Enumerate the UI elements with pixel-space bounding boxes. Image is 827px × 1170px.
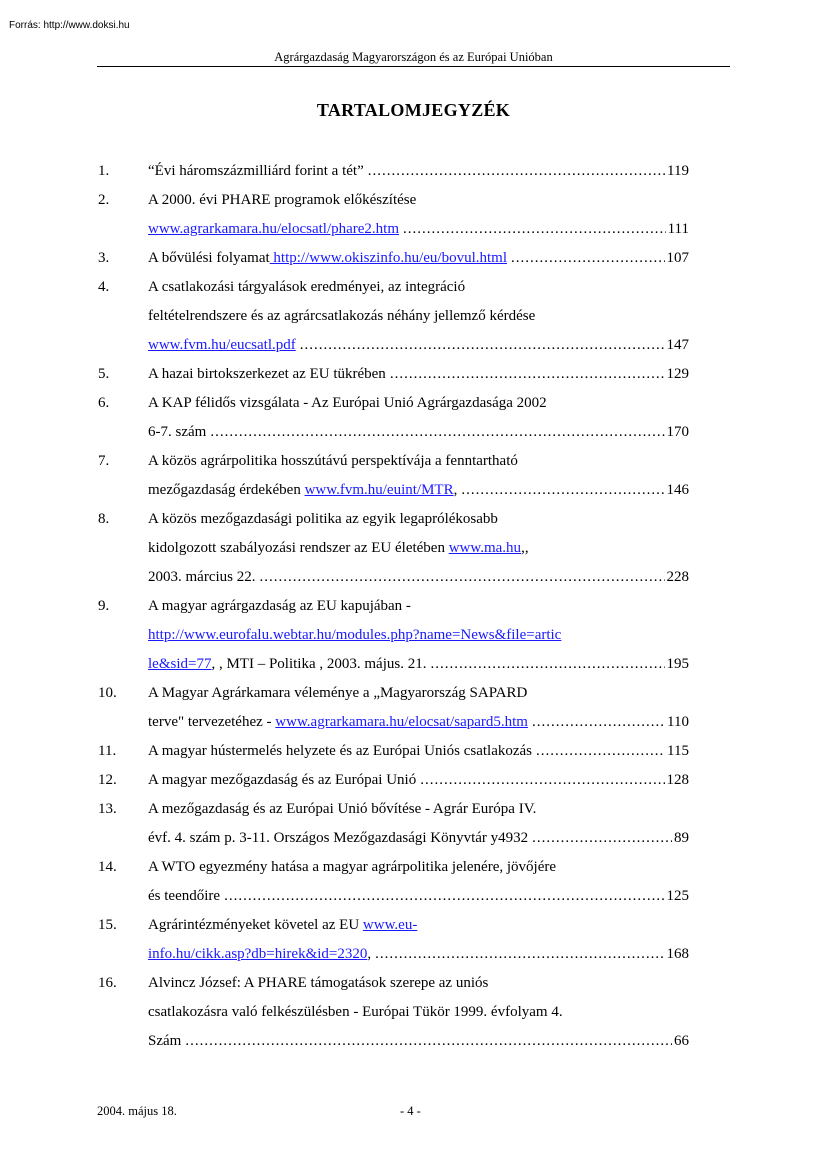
dot-leader <box>210 418 664 447</box>
toc-page-number: 147 <box>666 337 689 353</box>
dot-leader <box>259 563 664 592</box>
page-title: TARTALOMJEGYZÉK <box>316 100 511 120</box>
toc-text: Alvincz József: A PHARE támogatások szerepe az uniós <box>148 975 489 991</box>
toc-entry <box>0 360 827 389</box>
toc-entry-line <box>148 1027 689 1056</box>
toc-text: A 2000. évi PHARE programok előkészítése <box>148 192 417 208</box>
dot-leader <box>532 824 672 853</box>
toc-text: A mezőgazdaság és az Európai Unió bővítése - Agrár Európa IV. <box>148 801 537 817</box>
toc-text: A WTO egyezmény hatása a magyar agrárpolitika jelenére, jövőjére <box>148 859 557 875</box>
toc-entry-line <box>148 389 689 418</box>
toc-link[interactable]: www.fvm.hu/euint/MTR <box>304 482 454 498</box>
toc-entry-line <box>148 302 689 331</box>
toc-entry <box>0 766 827 795</box>
toc-entry-line <box>148 447 689 476</box>
toc-entry-number: 15. <box>98 917 117 933</box>
toc-link[interactable]: http://www.okiszinfo.hu/eu/bovul.html <box>269 250 508 266</box>
toc-entry-text <box>148 940 371 969</box>
toc-page-number: 111 <box>667 221 689 237</box>
toc-entry <box>0 911 827 969</box>
toc-entry-text <box>148 766 416 795</box>
toc-text: A Magyar Agrárkamara véleménye a „Magyarország SAPARD <box>148 685 528 701</box>
toc-link[interactable]: www.agrarkamara.hu/elocsat/sapard5.htm <box>275 714 528 730</box>
toc-entry-number: 4. <box>98 279 110 295</box>
toc-entry-text <box>148 737 532 766</box>
toc-text: ,, <box>521 540 529 556</box>
toc-entry <box>0 737 827 766</box>
toc-entry-number: 7. <box>98 453 110 469</box>
toc-entry-number: 16. <box>98 975 117 991</box>
toc-text: A bővülési folyamat <box>148 250 270 266</box>
toc-entry-number: 9. <box>98 598 110 614</box>
toc-entry <box>0 969 827 1056</box>
toc-entry-text <box>148 1027 181 1056</box>
toc-link[interactable]: info.hu/cikk.asp?db=hirek&id=2320 <box>148 946 368 962</box>
toc-page-number: 168 <box>666 946 689 962</box>
toc-entry-text <box>148 476 457 505</box>
toc-text: A magyar hústermelés helyzete és az Európai Uniós csatlakozás <box>148 743 533 759</box>
toc-link[interactable]: www.agrarkamara.hu/elocsatl/phare2.htm <box>148 221 400 237</box>
toc-entry <box>0 389 827 447</box>
dot-leader <box>368 157 665 186</box>
toc-entry-text <box>148 708 528 737</box>
toc-entry-line <box>148 998 689 1027</box>
toc-entry-text <box>148 331 296 360</box>
toc-text: évf. 4. szám p. 3-11. Országos Mezőgazdasági Könyvtár y4932 <box>148 830 529 846</box>
toc-entry-text <box>148 360 386 389</box>
toc-entry <box>0 592 827 679</box>
dot-leader <box>511 244 664 273</box>
toc-text: A KAP félidős vizsgálata - Az Európai Unió Agrárgazdasága 2002 <box>148 395 547 411</box>
dot-leader <box>461 476 664 505</box>
toc-page-number: 129 <box>666 366 689 382</box>
toc-entry <box>0 679 827 737</box>
toc-link[interactable]: www.eu- <box>362 917 418 933</box>
toc-page-number: 228 <box>666 569 689 585</box>
toc-entry-line <box>148 969 689 998</box>
toc-entry-line <box>148 418 689 447</box>
toc-entry-line <box>148 708 689 737</box>
toc-entry <box>0 447 827 505</box>
toc-entry-number: 8. <box>98 511 110 527</box>
footer-date: 2004. május 18. <box>97 1104 177 1118</box>
toc-link[interactable]: www.fvm.hu/eucsatl.pdf <box>148 337 296 353</box>
header-divider <box>97 66 730 67</box>
toc-entry-text <box>148 882 220 911</box>
dot-leader <box>536 737 665 766</box>
toc-entry-number: 6. <box>98 395 110 411</box>
toc-link[interactable]: www.ma.hu <box>448 540 522 556</box>
toc-text: 6-7. szám <box>148 424 207 440</box>
toc-entry-line <box>148 853 689 882</box>
toc-entry-text <box>148 244 507 273</box>
toc-page-number: 107 <box>666 250 689 266</box>
toc-entry-line <box>148 766 689 795</box>
toc-text: A közös mezőgazdasági politika az egyik legaprólékosabb <box>148 511 498 527</box>
toc-entry-line <box>148 592 689 621</box>
toc-entry <box>0 273 827 360</box>
toc-entry-number: 5. <box>98 366 110 382</box>
dot-leader <box>420 766 664 795</box>
toc-entry-line <box>148 215 689 244</box>
toc-entry-line <box>148 534 689 563</box>
toc-entry-line <box>148 476 689 505</box>
toc-text: feltételrendszere és az agrárcsatlakozás néhány jellemző kérdése <box>148 308 536 324</box>
toc-entry-number: 10. <box>98 685 117 701</box>
toc-entry-line <box>148 621 689 650</box>
toc-entry-text <box>148 563 255 592</box>
toc-entry-line <box>148 505 689 534</box>
toc-text: “Évi háromszázmilliárd forint a tét” <box>148 163 364 179</box>
toc-link[interactable]: le&sid=77 <box>148 656 212 672</box>
toc-text: , <box>367 946 372 962</box>
toc-text: A magyar agrárgazdaság az EU kapujában - <box>148 598 411 614</box>
dot-leader <box>185 1027 672 1056</box>
dot-leader <box>375 940 664 969</box>
toc-text: és teendőire <box>148 888 221 904</box>
toc-entry-line <box>148 244 689 273</box>
toc-entry-line <box>148 360 689 389</box>
toc-entry-number: 3. <box>98 250 110 266</box>
toc-entry-line <box>148 273 689 302</box>
toc-entry-line <box>148 911 689 940</box>
toc-entry-line <box>148 737 689 766</box>
toc-entry <box>0 853 827 911</box>
table-of-contents <box>0 157 827 1056</box>
toc-page-number: 125 <box>666 888 689 904</box>
toc-entry <box>0 505 827 592</box>
toc-page-number: 66 <box>674 1033 689 1049</box>
toc-text: A hazai birtokszerkezet az EU tükrében <box>148 366 386 382</box>
toc-entry-line <box>148 331 689 360</box>
dot-leader <box>403 215 666 244</box>
toc-entry-number: 11. <box>98 743 117 759</box>
toc-page-number: 146 <box>666 482 689 498</box>
toc-text: csatlakozásra való felkészülésben - Európai Tükör 1999. évfolyam 4. <box>148 1004 563 1020</box>
toc-text: , , MTI – Politika , 2003. május. 21. <box>211 656 427 672</box>
toc-entry <box>0 795 827 853</box>
toc-page-number: 115 <box>667 743 689 759</box>
toc-entry-line <box>148 563 689 592</box>
toc-text: A magyar mezőgazdaság és az Európai Unió <box>148 772 417 788</box>
toc-entry <box>0 186 827 244</box>
toc-entry-line <box>148 186 689 215</box>
toc-text: Szám <box>148 1033 182 1049</box>
footer-page-number: - 4 - <box>400 1104 421 1118</box>
toc-page-number: 89 <box>674 830 689 846</box>
toc-page-number: 128 <box>666 772 689 788</box>
toc-page-number: 119 <box>667 163 689 179</box>
toc-entry-text <box>148 418 206 447</box>
dot-leader <box>224 882 664 911</box>
toc-entry-line <box>148 882 689 911</box>
toc-entry <box>0 157 827 186</box>
toc-entry-line <box>148 795 689 824</box>
toc-entry-line <box>148 650 689 679</box>
toc-entry-number: 13. <box>98 801 117 817</box>
running-header: Agrárgazdaság Magyarországon és az Európai Unióban <box>274 50 553 64</box>
toc-entry <box>0 244 827 273</box>
toc-text: 2003. március 22. <box>148 569 256 585</box>
toc-text: , <box>453 482 458 498</box>
dot-leader <box>300 331 665 360</box>
dot-leader <box>430 650 664 679</box>
toc-text: A közös agrárpolitika hosszútávú perspektívája a fenntartható <box>148 453 518 469</box>
toc-text: kidolgozott szabályozási rendszer az EU életében <box>148 540 449 556</box>
toc-text: terve" tervezetéhez - <box>148 714 276 730</box>
toc-text: A csatlakozási tárgyalások eredményei, az integráció <box>148 279 466 295</box>
toc-entry-line <box>148 940 689 969</box>
toc-entry-line <box>148 157 689 186</box>
toc-entry-number: 12. <box>98 772 117 788</box>
toc-entry-line <box>148 679 689 708</box>
toc-entry-number: 1. <box>98 163 110 179</box>
source-label: Forrás: http://www.doksi.hu <box>9 20 130 31</box>
toc-entry-line <box>148 824 689 853</box>
dot-leader <box>390 360 665 389</box>
toc-page-number: 110 <box>667 714 689 730</box>
toc-entry-text <box>148 650 426 679</box>
toc-link[interactable]: http://www.eurofalu.webtar.hu/modules.php?name=News&file=artic <box>148 627 562 643</box>
toc-page-number: 170 <box>666 424 689 440</box>
toc-entry-text <box>148 824 528 853</box>
toc-page-number: 195 <box>666 656 689 672</box>
toc-entry-text <box>148 215 399 244</box>
toc-entry-number: 2. <box>98 192 110 208</box>
toc-text: Agrárintézményeket követel az EU <box>148 917 363 933</box>
toc-entry-text <box>148 157 364 186</box>
dot-leader <box>532 708 665 737</box>
toc-text: mezőgazdaság érdekében <box>148 482 305 498</box>
toc-entry-number: 14. <box>98 859 117 875</box>
